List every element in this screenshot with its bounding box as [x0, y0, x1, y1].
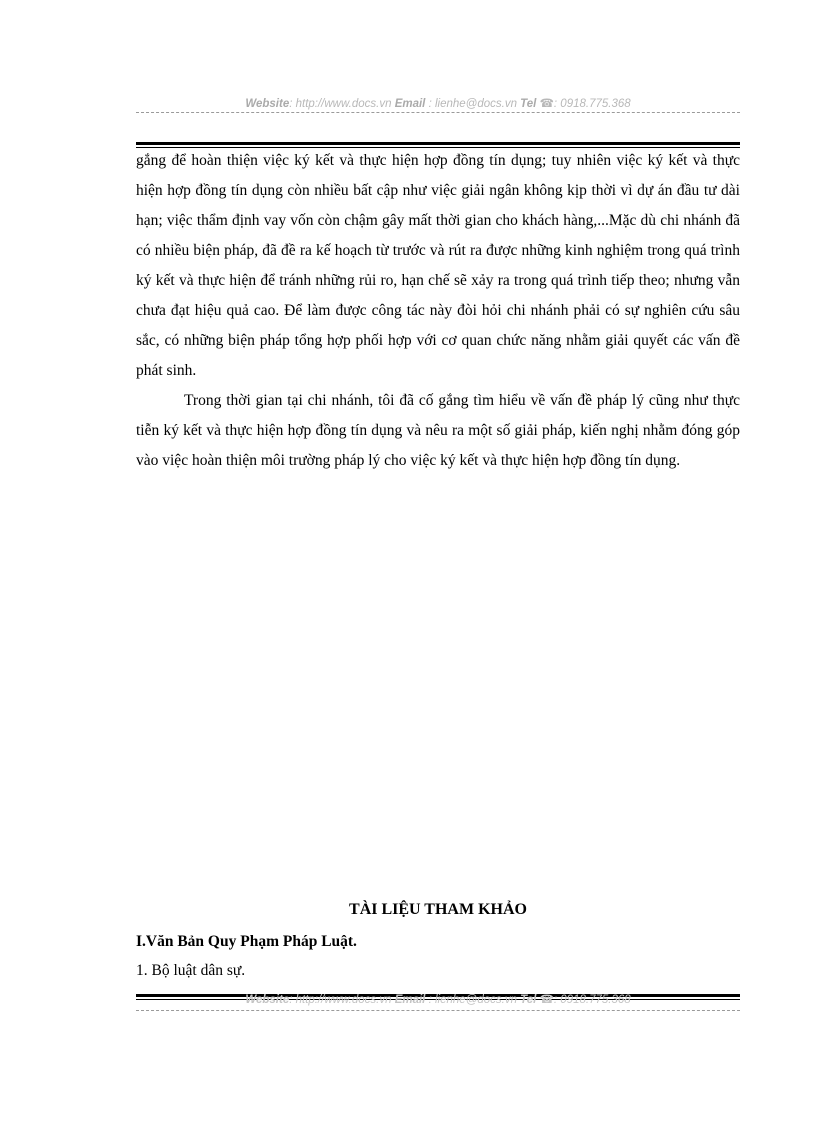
page-header — [136, 96, 740, 110]
header-dashed-divider — [136, 112, 740, 113]
footer-email-label: Email — [394, 994, 426, 1006]
header-website-value: : http://www.docs.vn — [289, 98, 392, 110]
phone-icon: ☎ — [539, 98, 554, 110]
body-paragraph-1: gắng để hoàn thiện việc ký kết và thực hiện hợp đồng tín dụng; tuy nhiên việc ký kết và thực hiện hợp đồng tín dụng còn nhiều bất cập như việc giải ngân không kịp thời vì dự án đầu tư dài hạn; việc thẩm định vay vốn còn chậm gây mất thời gian cho khách hàng,...Mặc dù chi nhánh đã có nhiều biện pháp, đã đề ra kế hoạch từ trước và rút ra được những kinh nghiệm trong quá trình ký kết và thực hiện để tránh những rủi ro, hạn chế sẽ xảy ra trong quá trình tiếp theo; nhưng vẫn chưa đạt hiệu quả cao. Để làm được công tác này đòi hỏi chi nhánh phải có sự nghiên cứu sâu sắc, có những biện pháp tổng hợp phối hợp với cơ quan chức năng nhằm giải quyết các vấn đề phát sinh. — [136, 152, 740, 379]
footer-tel-value: : 0918.775.368 — [553, 994, 631, 1006]
page-footer — [136, 992, 740, 1006]
header-email-label: Email — [394, 98, 426, 110]
header-tel-value: : 0918.775.368 — [553, 98, 631, 110]
phone-icon: ☎ — [539, 994, 554, 1006]
header-tel-label: Tel — [520, 98, 537, 110]
footer-email-value: : lienhe@docs.vn — [428, 994, 517, 1006]
footer-website-value: : http://www.docs.vn — [289, 994, 392, 1006]
references-section-heading: I.Văn Bản Quy Phạm Pháp Luật. — [136, 933, 357, 950]
body-text — [136, 146, 740, 476]
footer-tel-label: Tel — [520, 994, 537, 1006]
header-website-label: Website — [245, 98, 290, 110]
footer-website-label: Website — [245, 994, 290, 1006]
header-email-value: : lienhe@docs.vn — [428, 98, 517, 110]
references-title: TÀI LIỆU THAM KHẢO — [349, 901, 527, 918]
header-thick-divider — [136, 142, 740, 145]
footer-dashed-divider — [136, 1010, 740, 1011]
body-paragraph-2: Trong thời gian tại chi nhánh, tôi đã cố gắng tìm hiểu về vấn đề pháp lý cũng như thực tiễn ký kết và thực hiện hợp đồng tín dụng và nêu ra một số giải pháp, kiến nghị nhằm đóng góp vào việc hoàn thiện môi trường pháp lý cho việc ký kết và thực hiện hợp đồng tín dụng. — [136, 392, 740, 469]
references-item: 1. Bộ luật dân sự. — [136, 962, 246, 979]
